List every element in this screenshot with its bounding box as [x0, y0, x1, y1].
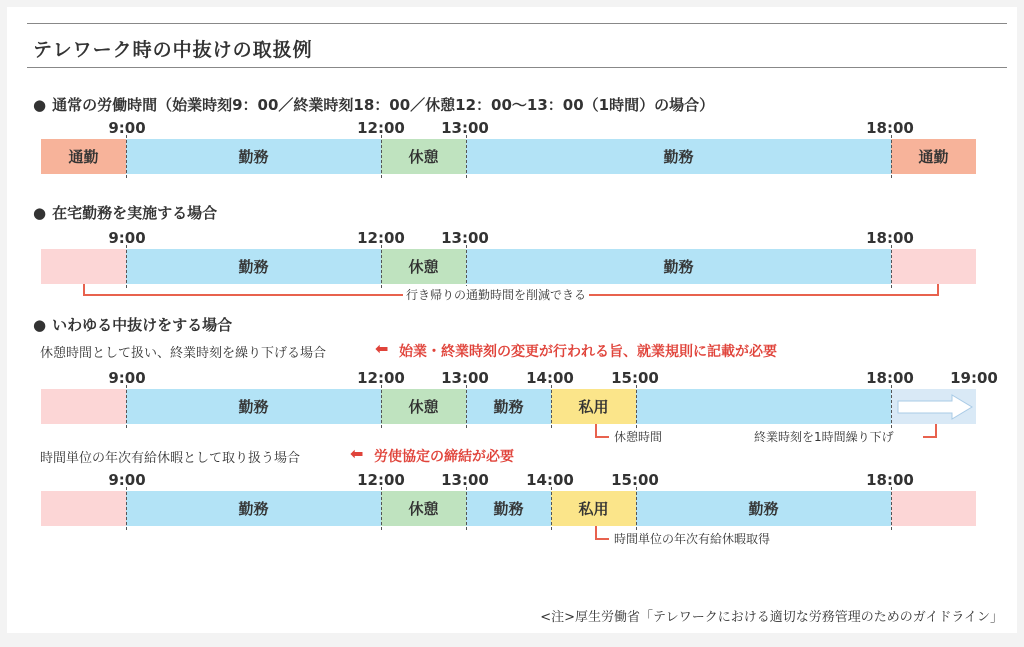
case-leave-description: 時間単位の年次有給休暇として取り扱う場合 — [40, 451, 301, 466]
segment-break: 休憩 — [381, 249, 466, 284]
extend-end-label: 終業時刻を1時間繰り下げ — [751, 428, 897, 445]
time-divider — [891, 385, 892, 428]
segment-private: 私用 — [551, 491, 636, 526]
time-divider — [126, 245, 127, 288]
title-divider — [27, 67, 1007, 68]
time-divider — [466, 487, 467, 530]
segment-work: 勤務 — [466, 389, 551, 424]
time-label: 9:00 — [108, 119, 146, 137]
case-break-requirement: 始業・終業時刻の変更が行われる旨、就業規則に記載が必要 — [399, 344, 777, 360]
section-home-heading-text: 在宅勤務を実施する場合 — [52, 204, 218, 222]
segment-commute-removed — [41, 491, 126, 526]
bullet-icon: ● — [33, 204, 47, 222]
time-divider — [466, 245, 467, 288]
time-label: 12:00 — [357, 229, 405, 247]
segment-break: 休憩 — [381, 491, 466, 526]
segment-break: 休憩 — [381, 389, 466, 424]
time-divider — [126, 487, 127, 530]
segment-work: 勤務 — [126, 389, 381, 424]
section-home-heading — [33, 202, 217, 223]
time-label: 13:00 — [441, 369, 489, 387]
time-label: 14:00 — [526, 471, 574, 489]
time-label: 14:00 — [526, 369, 574, 387]
source-note: <注>厚生労働省「テレワークにおける適切な労務管理のためのガイドライン」 — [540, 610, 1003, 625]
time-label: 15:00 — [611, 369, 659, 387]
segment-work: 勤務 — [466, 491, 551, 526]
segment-work: 勤務 — [466, 249, 891, 284]
segment-commute-removed — [891, 249, 976, 284]
time-label: 13:00 — [441, 229, 489, 247]
time-label: 15:00 — [611, 471, 659, 489]
segment-commute-removed — [891, 491, 976, 526]
time-label: 13:00 — [441, 119, 489, 137]
segment-work: 勤務 — [126, 249, 381, 284]
case-leave-requirement: 労使協定の締結が必要 — [374, 449, 514, 465]
time-divider — [891, 487, 892, 530]
right-arrow-icon — [894, 394, 974, 420]
time-divider — [381, 487, 382, 530]
time-label: 9:00 — [108, 471, 146, 489]
left-arrow-icon: ⬅ — [375, 339, 389, 358]
commute-reduction-label: 行き帰りの通勤時間を削減できる — [403, 286, 589, 303]
time-label: 9:00 — [108, 369, 146, 387]
time-label: 13:00 — [441, 471, 489, 489]
time-divider — [551, 385, 552, 428]
top-divider — [27, 23, 1007, 24]
timeline-bar-case-break — [41, 389, 976, 424]
timeline-bar-home — [41, 249, 976, 284]
time-label: 12:00 — [357, 369, 405, 387]
section-nakanuke-heading — [33, 314, 232, 335]
section-normal-heading — [33, 94, 714, 115]
break-time-label: 休憩時間 — [611, 428, 665, 445]
time-divider — [636, 487, 637, 530]
segment-commute: 通勤 — [891, 139, 976, 174]
bullet-icon: ● — [33, 316, 47, 334]
section-normal-heading-text: 通常の労働時間（始業時刻9：00／終業時刻18：00／休憩12：00〜13：00（1時間）の場合） — [52, 96, 715, 114]
time-label: 18:00 — [866, 369, 914, 387]
segment-break: 休憩 — [381, 139, 466, 174]
time-label: 18:00 — [866, 229, 914, 247]
segment-work: 勤務 — [636, 491, 891, 526]
time-divider — [466, 385, 467, 428]
extend-connector — [923, 424, 937, 438]
hourly-leave-label: 時間単位の年次有給休暇取得 — [611, 530, 773, 547]
time-divider — [126, 385, 127, 428]
section-nakanuke-heading-text: いわゆる中抜けをする場合 — [52, 316, 233, 334]
time-divider — [551, 487, 552, 530]
time-divider — [636, 385, 637, 428]
segment-work: 勤務 — [126, 491, 381, 526]
time-label: 19:00 — [950, 369, 998, 387]
time-label: 18:00 — [866, 471, 914, 489]
segment-commute-removed — [41, 249, 126, 284]
timeline-bar-normal — [41, 139, 976, 174]
page-title: テレワーク時の中抜けの取扱例 — [33, 39, 313, 61]
timeline-bar-case-leave — [41, 491, 976, 526]
break-time-connector — [595, 424, 609, 438]
figure — [7, 7, 1017, 633]
time-divider — [466, 135, 467, 178]
case-break-description: 休憩時間として扱い、終業時刻を繰り下げる場合 — [40, 346, 327, 361]
segment-extension — [891, 389, 976, 424]
time-label: 12:00 — [357, 119, 405, 137]
segment-commute: 通勤 — [41, 139, 126, 174]
segment-private: 私用 — [551, 389, 636, 424]
segment-work-unlabeled — [636, 389, 891, 424]
left-arrow-icon: ⬅ — [350, 444, 364, 463]
leave-connector — [595, 526, 609, 540]
bullet-icon: ● — [33, 96, 47, 114]
time-divider — [381, 385, 382, 428]
segment-work: 勤務 — [126, 139, 381, 174]
segment-work: 勤務 — [466, 139, 891, 174]
segment-commute-removed — [41, 389, 126, 424]
time-divider — [891, 245, 892, 288]
time-label: 9:00 — [108, 229, 146, 247]
time-divider — [381, 135, 382, 178]
time-divider — [381, 245, 382, 288]
time-divider — [891, 135, 892, 178]
time-divider — [126, 135, 127, 178]
time-label: 12:00 — [357, 471, 405, 489]
time-label: 18:00 — [866, 119, 914, 137]
